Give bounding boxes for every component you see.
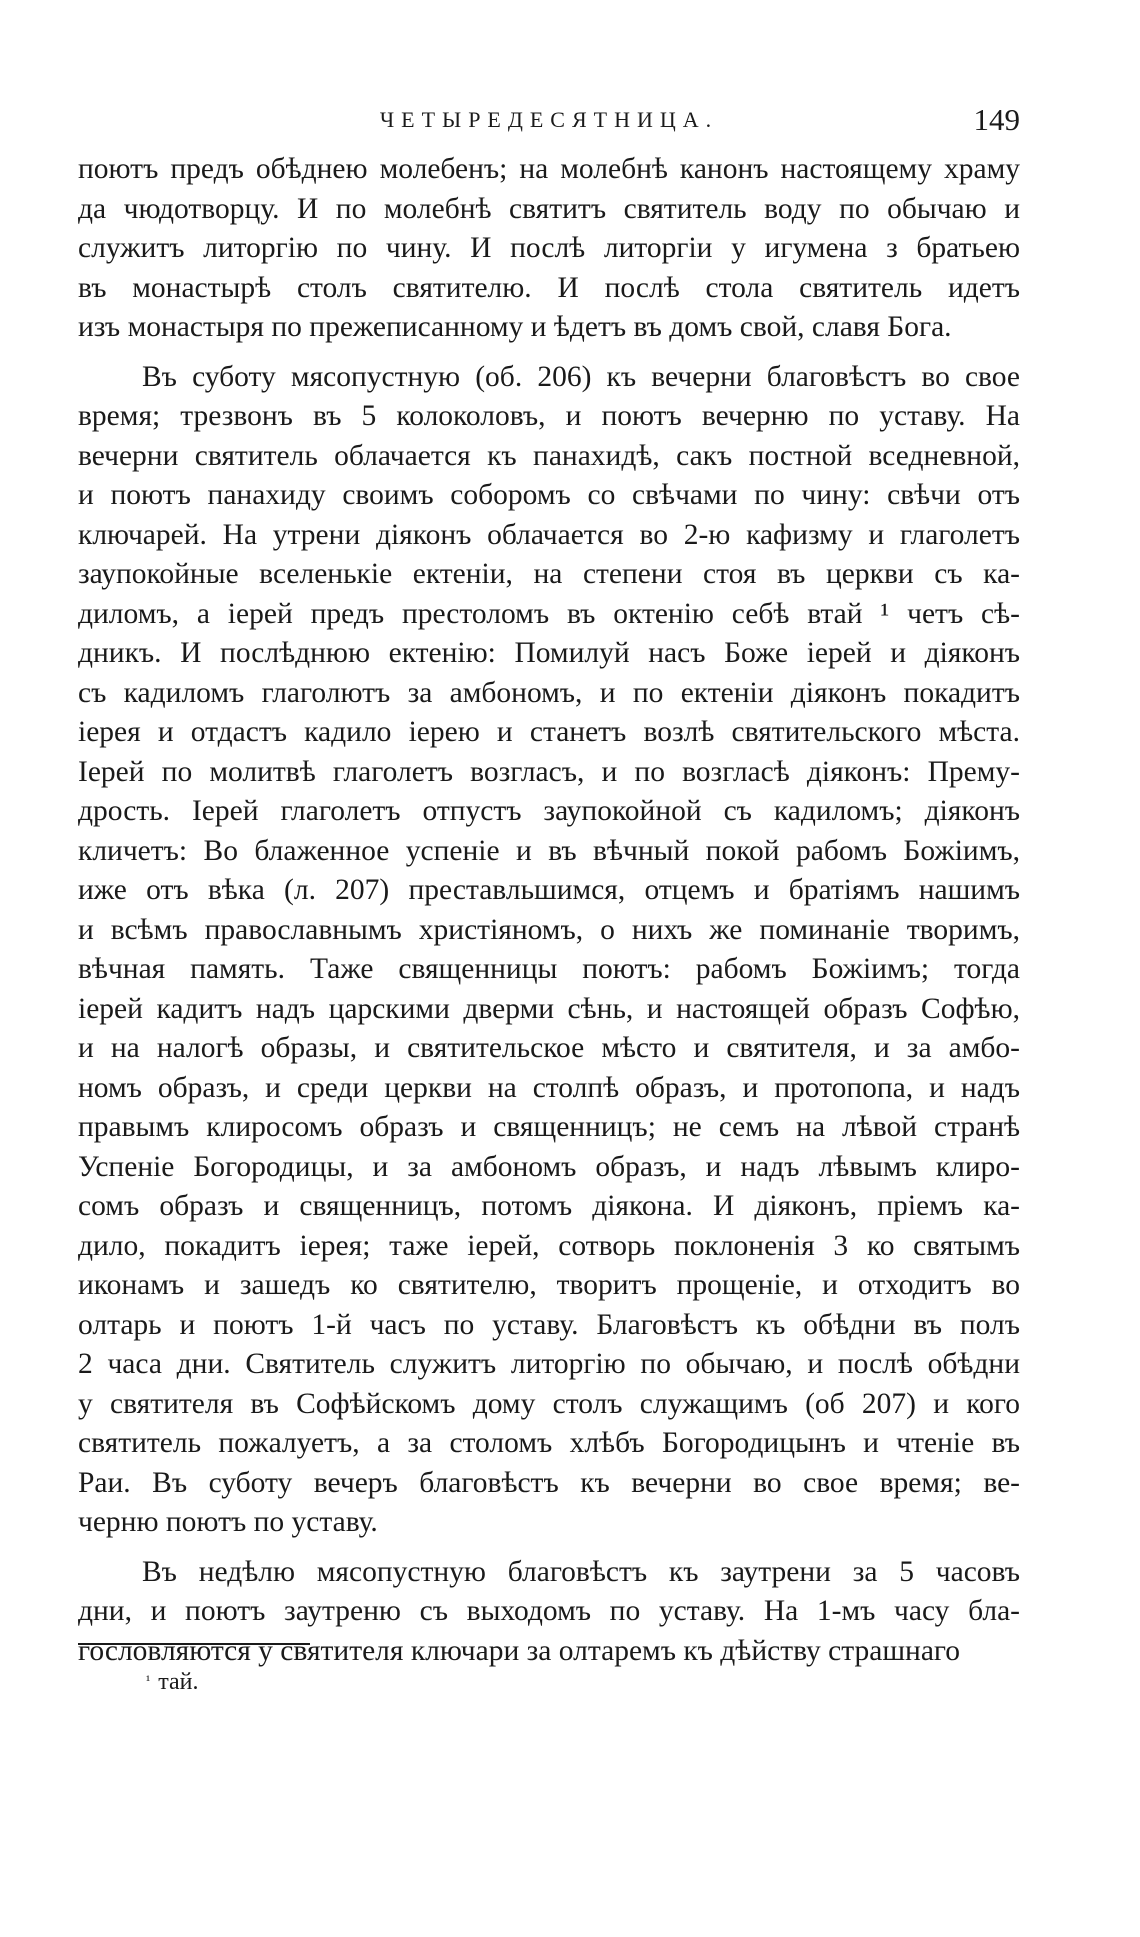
- text-line: вечерни святитель облачается къ панахидѣ, сакъ постной вседневной,: [78, 439, 1020, 472]
- footnote-marker: ¹: [146, 1674, 151, 1689]
- text-line: въ монастырѣ столъ святителю. И послѣ стола святитель идетъ: [78, 271, 1020, 304]
- footnote: [146, 1667, 198, 1697]
- text-line: диломъ, а іерей предъ престоломъ въ октенію себѣ втай ¹ четъ сѣ-: [78, 597, 1020, 630]
- text-line: Въ недѣлю мясопустную благовѣстъ къ заутрени за 5 часовъ: [142, 1555, 1020, 1588]
- text-line: изъ монастыря по прежеписанному и ѣдетъ въ домъ свой, славя Бога.: [78, 311, 952, 343]
- paragraph: [78, 358, 1020, 1543]
- text-line: ключарей. На утрени діяконъ облачается во 2-ю кафизму и глаголетъ: [78, 518, 1020, 551]
- text-line: съ кадиломъ глаголютъ за амбономъ, и по ектеніи діяконъ покадитъ: [78, 676, 1020, 709]
- text-line: да чюдотворцу. И по молебнѣ святитъ святитель воду по обычаю и: [78, 192, 1020, 225]
- text-line: и на налогѣ образы, и святительское мѣсто и святителя, и за амбо-: [78, 1032, 1020, 1064]
- footnote-text: тай.: [158, 1669, 199, 1695]
- text-line: гословляются у святителя ключари за олтаремъ къ дѣйству страшнаго: [78, 1634, 961, 1667]
- text-line: дни, и поютъ заутреню съ выходомъ по уставу. На 1-мъ часу бла-: [78, 1595, 1020, 1627]
- text-line: и поютъ панахиду своимъ соборомъ со свѣчами по чину: свѣчи отъ: [78, 479, 1020, 511]
- text-line: поютъ предъ обѣднею молебенъ; на молебнѣ канонъ настоящему храму: [78, 153, 1020, 185]
- text-line: у святителя въ Софѣйскомъ дому столъ служащимъ (об 207) и кого: [78, 1387, 1020, 1420]
- page-number: 149: [973, 102, 1020, 137]
- text-line: олтарь и поютъ 1-й часъ по уставу. Благовѣстъ къ обѣдни въ полъ: [78, 1308, 1020, 1341]
- text-line: время; трезвонъ въ 5 колоколовъ, и поютъ вечерню по уставу. На: [78, 400, 1020, 432]
- text-line: сомъ образъ и священницъ, потомъ діякона. И діяконъ, пріемъ ка-: [78, 1190, 1020, 1222]
- paragraph-gap: [78, 348, 1020, 358]
- text-line: Іерей по молитвѣ глаголетъ возгласъ, и по возгласѣ діяконъ: Прему-: [78, 755, 1020, 788]
- text-line: 2 часа дни. Святитель служитъ литоргію по обычаю, и послѣ обѣдни: [78, 1348, 1020, 1380]
- text-line: правымъ клиросомъ образъ и священницъ; не семъ на лѣвой странѣ: [78, 1111, 1020, 1143]
- text-line: іерея и отдастъ кадило іерею и станетъ возлѣ святительского мѣста.: [78, 716, 1020, 748]
- body-text: [78, 150, 1020, 1671]
- text-line: кличетъ: Во блаженное успеніе и въ вѣчный покой рабомъ Божіимъ,: [78, 834, 1020, 867]
- text-line: Успеніе Богородицы, и за амбономъ образъ, и надъ лѣвымъ клиро-: [78, 1150, 1020, 1183]
- text-line: дрость. Іерей глаголетъ отпустъ заупокойной съ кадиломъ; діяконъ: [78, 795, 1020, 827]
- text-line: заупокойные вселенькіе ектеніи, на степени стоя въ церкви съ ка-: [78, 558, 1020, 590]
- text-line: Въ суботу мясопустную (об. 206) къ вечерни благовѣстъ во свое: [142, 360, 1020, 393]
- running-title: ЧЕТЫРЕДЕСЯТНИЦА.: [379, 107, 719, 132]
- text-line: черню поютъ по уставу.: [78, 1506, 378, 1538]
- text-line: дникъ. И послѣднюю ектенію: Помилуй насъ Боже іерей и діяконъ: [78, 637, 1020, 669]
- paragraph-gap: [78, 1543, 1020, 1553]
- text-line: іерей кадитъ надъ царскими дверми сѣнь, и настоящей образъ Софѣю,: [78, 992, 1020, 1025]
- text-line: иже отъ вѣка (л. 207) преставльшимся, отцемъ и братіямъ нашимъ: [78, 874, 1020, 906]
- running-head: [78, 102, 1020, 138]
- text-line: номъ образъ, и среди церкви на столпѣ образъ, и протопопа, и надъ: [78, 1071, 1020, 1104]
- text-line: иконамъ и зашедъ ко святителю, творитъ прощеніе, и отходитъ во: [78, 1269, 1020, 1301]
- text-line: дило, покадитъ іерея; таже іерей, сотворь поклоненія 3 ко святымъ: [78, 1229, 1020, 1262]
- text-line: святитель пожалуетъ, а за столомъ хлѣбъ Богородицынъ и чтеніе въ: [78, 1427, 1020, 1459]
- text-line: вѣчная память. Таже священницы поютъ: рабомъ Божіимъ; тогда: [78, 953, 1020, 985]
- paragraph: [78, 150, 1020, 348]
- text-line: и всѣмъ православнымъ христіяномъ, о нихъ же поминаніе творимъ,: [78, 913, 1020, 946]
- paragraph: [78, 1553, 1020, 1672]
- footnote-rule: [78, 1643, 310, 1645]
- text-line: Раи. Въ суботу вечеръ благовѣстъ къ вечерни во свое время; ве-: [78, 1466, 1020, 1499]
- text-line: служитъ литоргію по чину. И послѣ литоргіи у игумена з братьею: [78, 232, 1020, 264]
